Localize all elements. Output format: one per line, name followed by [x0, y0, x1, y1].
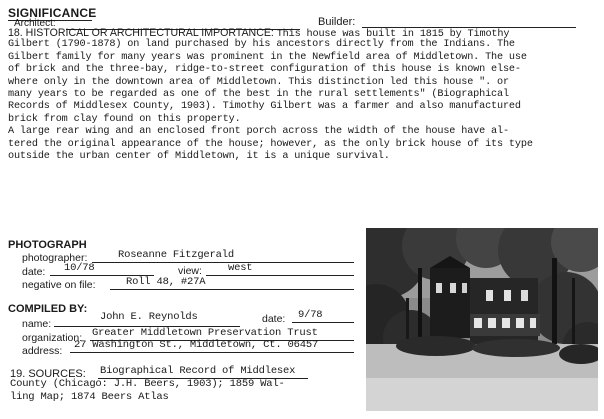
section-title-photograph: PHOTOGRAPH	[8, 239, 87, 251]
photographer-label: photographer:	[22, 252, 88, 264]
narrative-heading: 18. HISTORICAL OR ARCHITECTURAL IMPORTANCE:	[8, 27, 274, 39]
narrative-line: brick from clay found on this property.	[8, 113, 241, 125]
historical-importance-text	[8, 27, 602, 163]
view-field	[206, 275, 354, 276]
photo-date-label: date:	[22, 266, 46, 278]
compiler-name-label: name:	[22, 318, 52, 330]
narrative-line: of brick and the three-bay, ridge-to-street configuration of this house is known else-	[8, 64, 521, 76]
address-value: 27 Washington St., Middletown, Ct. 06457	[74, 339, 319, 351]
section-title-compiled-by: COMPILED BY:	[8, 303, 88, 315]
compiled-date-value: 9/78	[298, 309, 323, 321]
compiled-date-field	[292, 322, 354, 323]
address-field	[70, 352, 354, 353]
negative-value: Roll 48, #27A	[126, 276, 206, 288]
builder-label: Builder:	[318, 16, 356, 28]
negative-field	[110, 289, 354, 290]
architect-label: Architect:	[14, 18, 56, 29]
sources-label: 19. SOURCES:	[10, 368, 86, 380]
narrative-line: Records of Middlesex County, 1903). Timothy Gilbert was a farmer and also manufactured	[8, 101, 521, 113]
section-title-significance: SIGNIFICANCE	[8, 6, 97, 20]
narrative-line: Gilbert family for many years was prominent in the Newfield area of Middletown. The use	[8, 51, 527, 63]
photo-date-value: 10/78	[64, 262, 95, 274]
organization-value: Greater Middletown Preservation Trust	[92, 327, 318, 339]
sources-line-1: Biographical Record of Middlesex	[100, 365, 296, 377]
photographer-value: Roseanne Fitzgerald	[118, 249, 234, 261]
compiled-date-label: date:	[262, 313, 286, 325]
sources-line-2: County (Chicago: J.H. Beers, 1903); 1859 Wal-	[10, 378, 285, 390]
narrative-line: A large rear wing and an enclosed front porch across the width of the house have al-	[8, 126, 509, 138]
view-value: west	[228, 262, 253, 274]
address-label: address:	[22, 345, 63, 357]
photographer-field	[92, 262, 354, 263]
narrative-line	[8, 27, 602, 39]
view-label: view:	[178, 265, 202, 277]
compiler-name-value: John E. Reynolds	[100, 311, 198, 323]
sources-line-3: ling Map; 1874 Beers Atlas	[10, 391, 169, 403]
narrative-line: where only in the downtown area of Middletown. This distinction led this house ". or	[8, 76, 509, 88]
narrative-line: Gilbert (1790-1878) on land purchased by his ancestors directly from the Indians. The	[8, 39, 515, 51]
narrative-line: tered the original appearance of the house; however, as the only brick house of its type	[8, 138, 533, 150]
narrative-line: many years to be regarded as one of the best in the rural settlements" (Biographical	[8, 88, 509, 100]
house-photograph	[366, 228, 598, 411]
narrative-first-line: This house was built in 1815 by Timothy	[276, 29, 510, 40]
narrative-line: outside the urban center of Middletown, it is a unique survival.	[8, 150, 390, 162]
negative-label: negative on file:	[22, 279, 96, 291]
organization-label: organization:	[22, 332, 83, 344]
